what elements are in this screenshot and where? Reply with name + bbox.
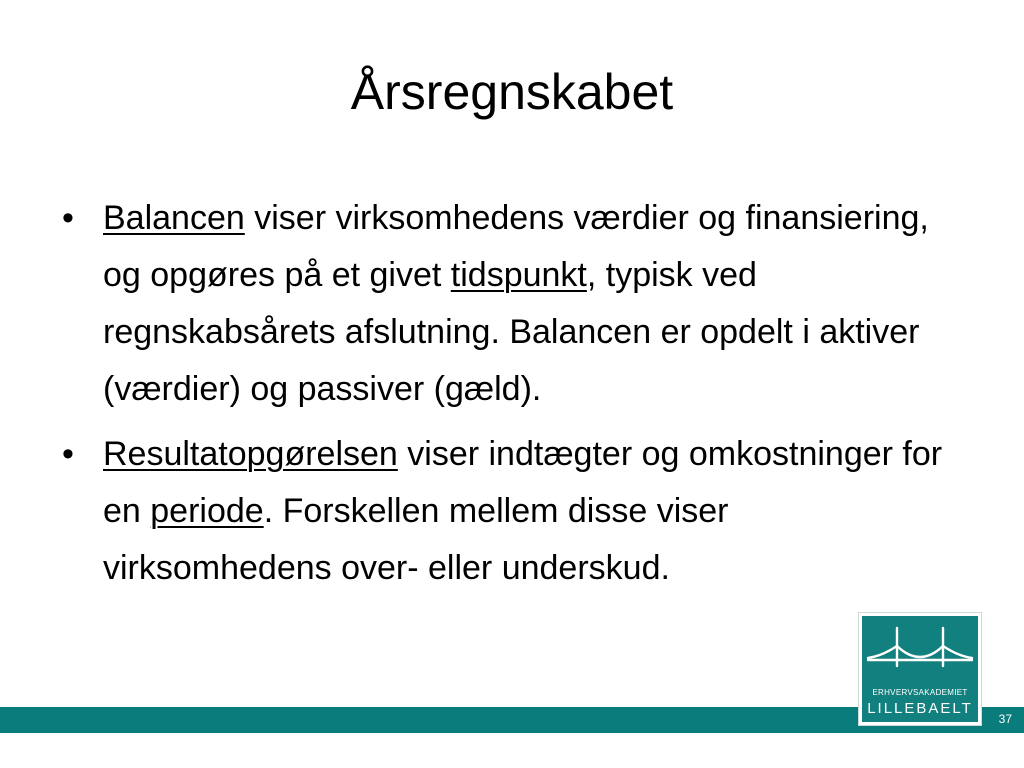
bullet-list xyxy=(60,190,960,605)
term-periode: periode xyxy=(150,492,264,530)
page-number: 37 xyxy=(998,712,1012,726)
bullet-balancen xyxy=(60,190,960,418)
bullet-resultatopgorelsen xyxy=(60,426,960,597)
logo-text-bottom: LILLEBAELT xyxy=(867,700,973,717)
slide-title: Årsregnskabet xyxy=(350,64,674,120)
bullet-text: , typisk ved regnskabsårets afslutning. Balancen er opdelt i aktiver (værdier) og passiver (gæld). xyxy=(103,256,920,408)
erhvervsakademiet-logo xyxy=(859,613,981,725)
bullet-dot: • xyxy=(62,199,74,237)
bullet-text: . Forskellen mellem disse viser virksomhedens over- eller underskud. xyxy=(103,492,729,587)
logo-text-top: ERHVERVSAKADEMIET xyxy=(872,688,968,697)
term-balancen: Balancen xyxy=(103,199,245,237)
term-tidspunkt: tidspunkt xyxy=(450,256,587,294)
bullet-text: viser indtægter og omkostninger for en xyxy=(103,435,943,530)
bullet-text: viser virksomhedens værdier og finansiering, og opgøres på et givet xyxy=(103,199,929,294)
bullet-dot: • xyxy=(62,435,74,473)
term-resultatopgorelsen: Resultatopgørelsen xyxy=(103,435,398,473)
